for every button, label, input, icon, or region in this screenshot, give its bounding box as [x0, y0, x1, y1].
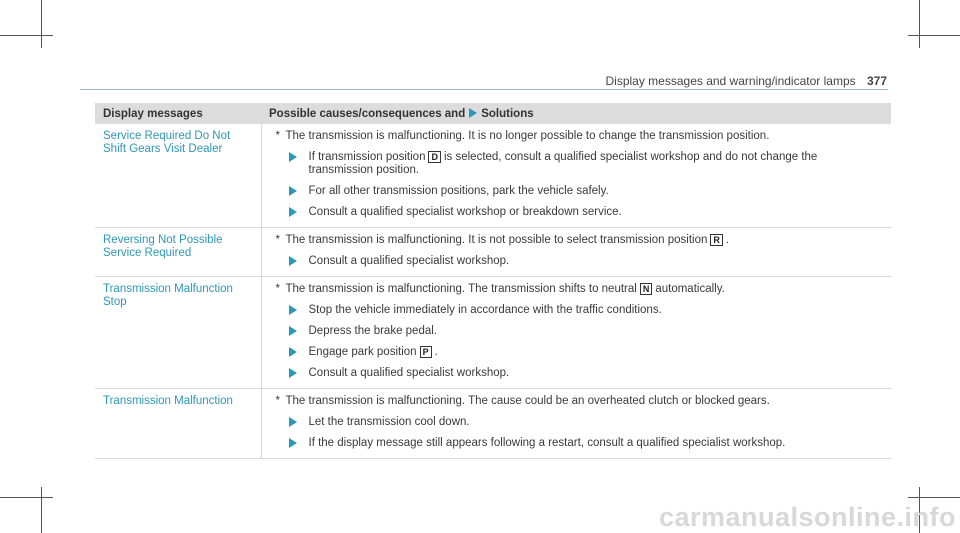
asterisk-icon: * — [275, 395, 280, 407]
arrow-icon — [469, 108, 477, 118]
section-title: Display messages and warning/indicator lamps — [605, 74, 856, 88]
col-header-display-messages: Display messages — [95, 103, 261, 124]
table-row — [95, 277, 891, 389]
causes-solutions — [261, 389, 891, 459]
solution-step — [289, 346, 884, 359]
solution-step — [289, 151, 884, 177]
table-header-row — [95, 103, 891, 124]
display-messages-table — [95, 103, 891, 459]
solution-step — [289, 416, 884, 429]
step-text: Consult a qualified specialist workshop. — [308, 255, 510, 267]
solution-step — [289, 325, 884, 338]
cause-text-part: The transmission is malfunctioning. The transmission shifts to neutral — [285, 283, 637, 295]
crop-mark — [919, 0, 920, 48]
gear-p-icon: P — [420, 346, 432, 358]
cause — [276, 283, 884, 296]
table-row — [95, 124, 891, 228]
arrow-icon — [289, 256, 297, 266]
crop-mark — [41, 0, 42, 48]
step-text-part: is selected, consult a qualified specialist workshop and do not change the transmission position. — [308, 151, 818, 176]
crop-mark — [41, 487, 42, 533]
arrow-icon — [289, 207, 297, 217]
cause-text: The transmission is malfunctioning. It is no longer possible to change the transmission position. — [285, 130, 770, 142]
asterisk-icon: * — [275, 234, 280, 246]
step-text: For all other transmission positions, park the vehicle safely. — [308, 185, 609, 197]
col-header-causes-label: Possible causes/consequences and — [269, 107, 466, 120]
step-text: If the display message still appears following a restart, consult a qualified specialist workshop. — [308, 437, 786, 449]
arrow-icon — [289, 152, 297, 162]
cause — [276, 395, 884, 408]
cause — [276, 234, 884, 247]
solution-step — [289, 367, 884, 380]
col-header-solutions-label: Solutions — [481, 107, 534, 120]
step-text: Consult a qualified specialist workshop. — [308, 367, 510, 379]
step-text-part: Engage park position — [308, 346, 417, 358]
watermark: carmanualsonline.info — [658, 502, 956, 532]
display-message: Transmission Malfunction Stop — [95, 277, 261, 389]
display-message: Transmission Malfunction — [95, 389, 261, 459]
cause-text: The transmission is malfunctioning. The cause could be an overheated clutch or blocked gears. — [285, 395, 770, 407]
cause-text: The transmission is malfunctioning. It is not possible to select transmission position R . — [285, 234, 730, 246]
gear-n-icon: N — [640, 283, 653, 295]
solution-step — [289, 206, 884, 219]
asterisk-icon: * — [275, 283, 280, 295]
causes-solutions — [261, 277, 891, 389]
solution-step — [289, 304, 884, 317]
cause-text — [286, 283, 725, 296]
crop-mark — [908, 35, 960, 36]
crop-mark — [0, 35, 53, 36]
step-text: Depress the brake pedal. — [308, 325, 437, 337]
step-text — [309, 346, 438, 359]
running-header — [606, 74, 888, 88]
page-number: 377 — [866, 74, 887, 88]
arrow-icon — [289, 347, 297, 357]
header-rule — [80, 89, 888, 90]
gear-r-icon: R — [710, 234, 723, 246]
crop-mark — [908, 497, 960, 498]
arrow-icon — [289, 186, 297, 196]
step-text: Stop the vehicle immediately in accordance with the traffic conditions. — [308, 304, 662, 316]
gear-d-icon: D — [428, 151, 441, 163]
table-row — [95, 389, 891, 459]
crop-mark — [0, 497, 53, 498]
table-row — [95, 228, 891, 277]
solution-step — [289, 437, 884, 450]
arrow-icon — [289, 438, 297, 448]
solution-step — [289, 255, 884, 268]
solution-step — [289, 185, 884, 198]
cause-text-part: automatically. — [655, 283, 725, 295]
display-message: Reversing Not Possible Service Required — [95, 228, 261, 277]
arrow-icon — [289, 305, 297, 315]
cause-text-part: The transmission is malfunctioning. It is not possible to select transmission position — [285, 234, 708, 246]
step-text-part: If transmission position — [308, 151, 426, 163]
cause — [276, 130, 884, 143]
arrow-icon — [289, 326, 297, 336]
step-text: Consult a qualified specialist workshop or breakdown service. — [308, 206, 622, 218]
arrow-icon — [289, 417, 297, 427]
step-text-part: . — [434, 346, 438, 358]
step-text: Let the transmission cool down. — [308, 416, 470, 428]
arrow-icon — [289, 368, 297, 378]
step-text — [309, 151, 884, 177]
display-message: Service Required Do Not Shift Gears Visit Dealer — [95, 124, 261, 228]
col-header-causes — [261, 103, 891, 124]
asterisk-icon: * — [275, 130, 280, 142]
causes-solutions — [261, 228, 891, 277]
causes-solutions — [261, 124, 891, 228]
